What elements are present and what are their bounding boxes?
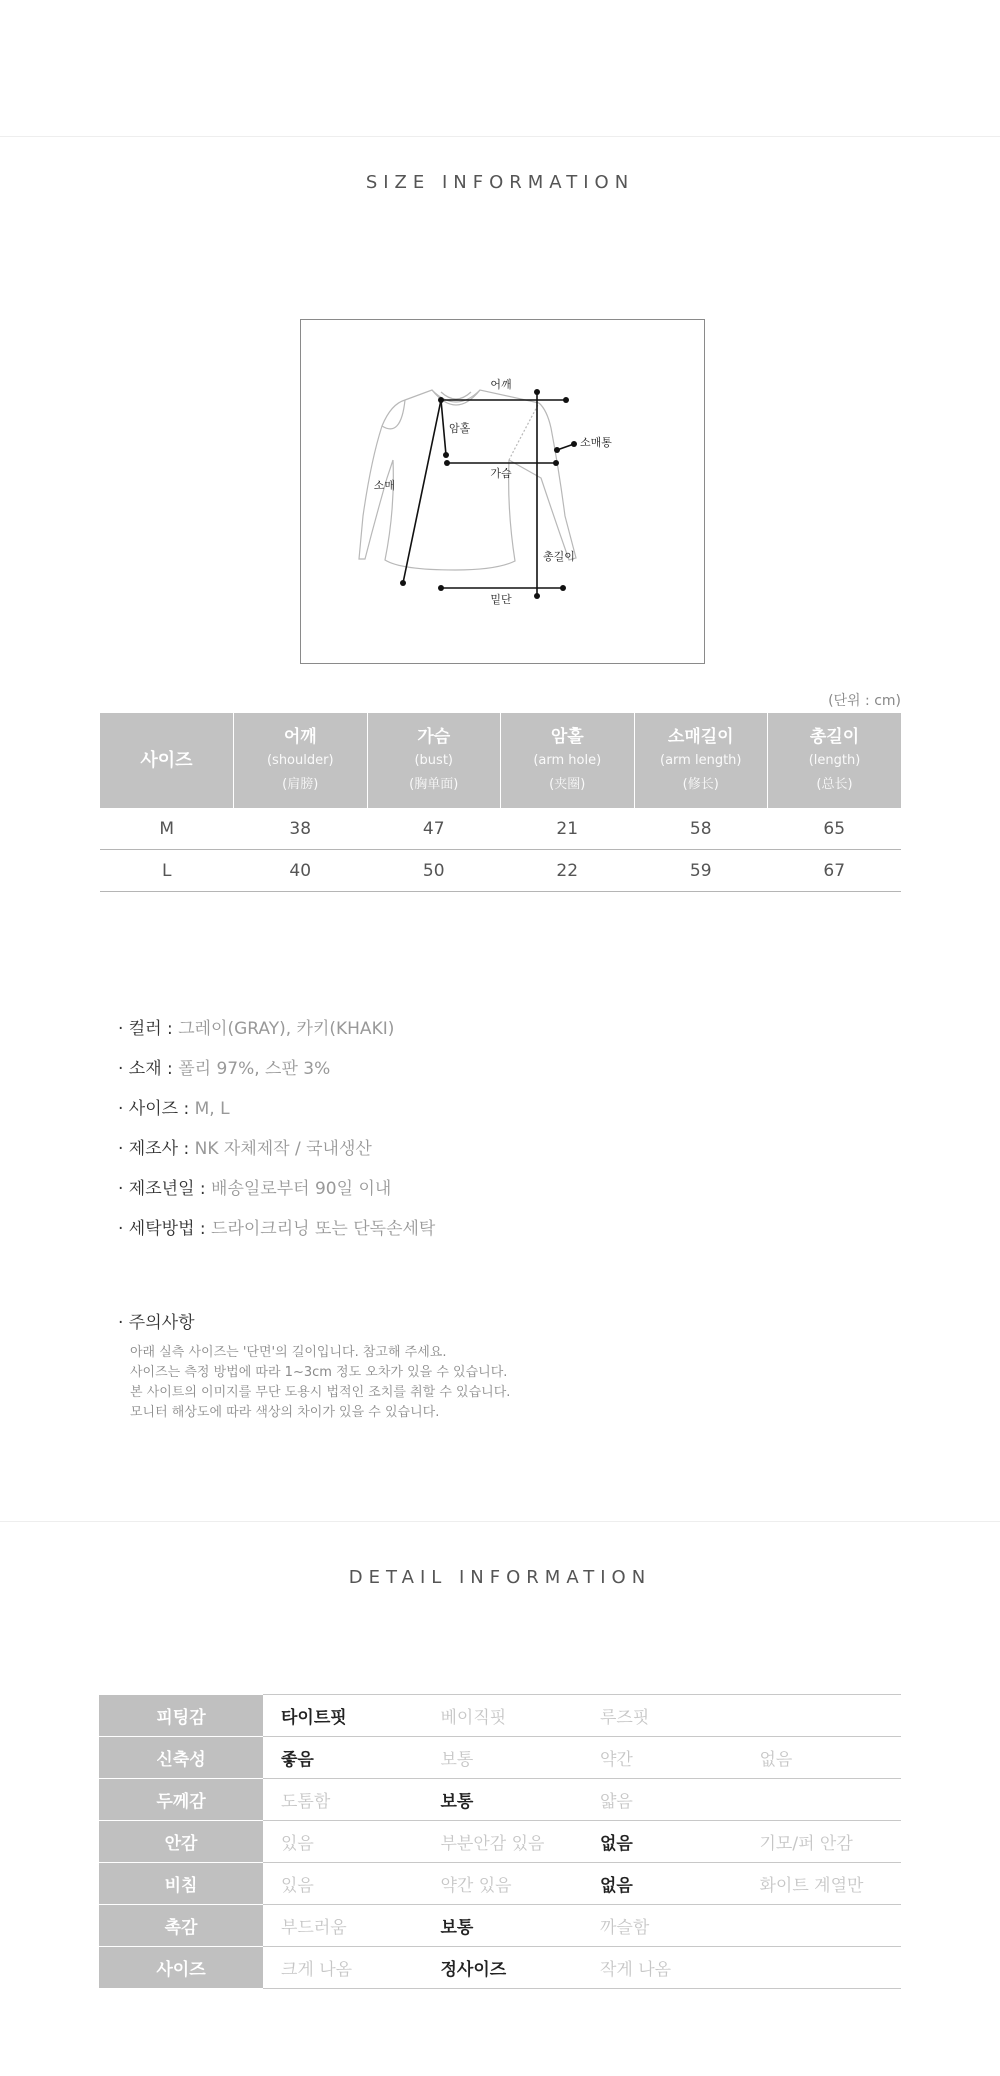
value-cell: 22 <box>501 850 635 892</box>
column-subtitle-en: (bust) <box>414 752 453 768</box>
spec-manufacture-date <box>118 1171 435 1211</box>
detail-option: 정사이즈 <box>423 1947 583 1989</box>
table-row <box>100 850 901 892</box>
detail-option: 보통 <box>423 1737 583 1779</box>
detail-row-label: 촉감 <box>99 1905 263 1947</box>
detail-option: 좋음 <box>263 1737 423 1779</box>
detail-row <box>99 1863 901 1905</box>
spec-manufacturer <box>118 1131 435 1171</box>
spec-material <box>118 1051 435 1091</box>
column-title: 암홀 <box>550 726 584 747</box>
detail-row-label: 안감 <box>99 1821 263 1863</box>
detail-option <box>742 1947 902 1989</box>
column-subtitle-cn: (胸单面) <box>409 776 459 792</box>
column-title: 소매길이 <box>667 726 734 747</box>
shoulder-header-cell <box>234 713 368 808</box>
spec-value: 드라이크리닝 또는 단독손세탁 <box>205 1219 436 1239</box>
spec-value: NK 자체제작 / 국내생산 <box>189 1139 372 1159</box>
spec-value: 그레이(GRAY), 카키(KHAKI) <box>172 1019 395 1039</box>
detail-option: 까슬함 <box>582 1905 742 1947</box>
column-subtitle-en: (length) <box>808 752 861 768</box>
size-header-label: 사이즈 <box>140 749 193 771</box>
spec-value: 배송일로부터 90일 이내 <box>205 1179 392 1199</box>
caution-line: 아래 실측 사이즈는 '단면'의 길이입니다. 참고해 주세요. <box>130 1345 447 1360</box>
detail-option: 있음 <box>263 1863 423 1905</box>
value-cell: 40 <box>234 850 368 892</box>
size-table <box>100 713 901 892</box>
size-cell: M <box>100 808 234 850</box>
top-divider <box>0 136 1000 137</box>
column-subtitle-cn: (肩膀) <box>282 776 319 792</box>
detail-option: 있음 <box>263 1821 423 1863</box>
spec-label: · 세탁방법 : <box>118 1219 206 1239</box>
detail-option <box>742 1779 902 1821</box>
spec-label: · 제조사 : <box>118 1139 190 1159</box>
detail-option: 작게 나옴 <box>582 1947 742 1989</box>
column-title: 가슴 <box>417 726 451 747</box>
diagram-label-hem: 밑단 <box>490 593 512 606</box>
detail-row <box>99 1905 901 1947</box>
detail-information-title: DETAIL INFORMATION <box>348 1567 652 1588</box>
diagram-label-shoulder: 어깨 <box>490 378 512 391</box>
column-subtitle-en: (arm hole) <box>533 752 602 768</box>
detail-row <box>99 1737 901 1779</box>
value-cell: 21 <box>501 808 635 850</box>
detail-option: 타이트핏 <box>263 1695 423 1737</box>
detail-row-label: 사이즈 <box>99 1947 263 1989</box>
section-divider <box>0 1521 1000 1522</box>
column-subtitle-en: (arm length) <box>660 752 742 768</box>
bust-header-cell <box>367 713 501 808</box>
caution-line: 모니터 해상도에 따라 색상의 차이가 있을 수 있습니다. <box>130 1405 440 1420</box>
detail-row-label: 신축성 <box>99 1737 263 1779</box>
column-subtitle-cn: (总长) <box>816 776 853 792</box>
unit-note: (단위 : cm) <box>828 693 901 709</box>
size-table-header <box>100 713 901 808</box>
value-cell: 67 <box>768 850 902 892</box>
detail-row-label: 두께감 <box>99 1779 263 1821</box>
product-spec-list <box>118 1011 435 1251</box>
table-row <box>100 808 901 850</box>
detail-option: 보통 <box>423 1905 583 1947</box>
armhole-header-cell <box>501 713 635 808</box>
detail-option: 약간 <box>582 1737 742 1779</box>
caution-title: · 주의사항 <box>118 1313 195 1333</box>
spec-label: · 컬러 : <box>118 1019 173 1039</box>
caution-line: 본 사이트의 이미지를 무단 도용시 법적인 조치를 취할 수 있습니다. <box>130 1385 511 1400</box>
garment-illustration <box>301 320 706 665</box>
detail-row <box>99 1695 901 1737</box>
value-cell: 50 <box>367 850 501 892</box>
detail-option: 약간 있음 <box>423 1863 583 1905</box>
spec-label: · 소재 : <box>118 1059 173 1079</box>
column-subtitle-en: (shoulder) <box>266 752 334 768</box>
value-cell: 59 <box>634 850 768 892</box>
detail-option: 화이트 계열만 <box>742 1863 902 1905</box>
detail-row <box>99 1821 901 1863</box>
spec-color <box>118 1011 435 1051</box>
size-measurement-diagram <box>300 319 705 664</box>
detail-table <box>99 1694 901 1989</box>
detail-option: 보통 <box>423 1779 583 1821</box>
column-subtitle-cn: (修长) <box>682 776 719 792</box>
size-information-title: SIZE INFORMATION <box>365 172 635 193</box>
detail-option: 없음 <box>582 1821 742 1863</box>
detail-row <box>99 1779 901 1821</box>
column-title: 어깨 <box>283 726 317 747</box>
value-cell: 65 <box>768 808 902 850</box>
size-cell: L <box>100 850 234 892</box>
detail-option: 루즈핏 <box>582 1695 742 1737</box>
detail-option: 없음 <box>742 1737 902 1779</box>
detail-row-label: 피팅감 <box>99 1695 263 1737</box>
detail-option: 도톰함 <box>263 1779 423 1821</box>
column-subtitle-cn: (夹圈) <box>549 776 586 792</box>
value-cell: 58 <box>634 808 768 850</box>
spec-value: M, L <box>189 1099 230 1119</box>
detail-option: 부드러움 <box>263 1905 423 1947</box>
spec-washing <box>118 1211 435 1251</box>
detail-option: 부분안감 있음 <box>423 1821 583 1863</box>
diagram-label-armhole: 암홀 <box>449 422 471 435</box>
detail-option: 베이직핏 <box>423 1695 583 1737</box>
length-header-cell <box>768 713 902 808</box>
caution-notes <box>130 1343 510 1423</box>
spec-value: 폴리 97%, 스판 3% <box>172 1059 331 1079</box>
column-title: 총길이 <box>809 726 860 747</box>
diagram-label-bust: 가슴 <box>490 467 512 480</box>
caution-line: 사이즈는 측정 방법에 따라 1~3cm 정도 오차가 있을 수 있습니다. <box>130 1365 508 1380</box>
detail-option: 크게 나옴 <box>263 1947 423 1989</box>
diagram-label-length: 총길이 <box>543 550 575 563</box>
spec-label: · 사이즈 : <box>118 1099 190 1119</box>
value-cell: 47 <box>367 808 501 850</box>
spec-label: · 제조년일 : <box>118 1179 206 1199</box>
detail-option <box>742 1905 902 1947</box>
detail-row-label: 비침 <box>99 1863 263 1905</box>
detail-option: 얇음 <box>582 1779 742 1821</box>
arm-length-header-cell <box>634 713 768 808</box>
diagram-label-sleeve-opening: 소매통 <box>580 436 612 449</box>
size-header-cell <box>100 713 234 808</box>
spec-size <box>118 1091 435 1131</box>
detail-option: 기모/퍼 안감 <box>742 1821 902 1863</box>
value-cell: 38 <box>234 808 368 850</box>
detail-option: 없음 <box>582 1863 742 1905</box>
detail-option <box>742 1695 902 1737</box>
detail-row <box>99 1947 901 1989</box>
diagram-label-sleeve: 소매 <box>373 479 395 492</box>
